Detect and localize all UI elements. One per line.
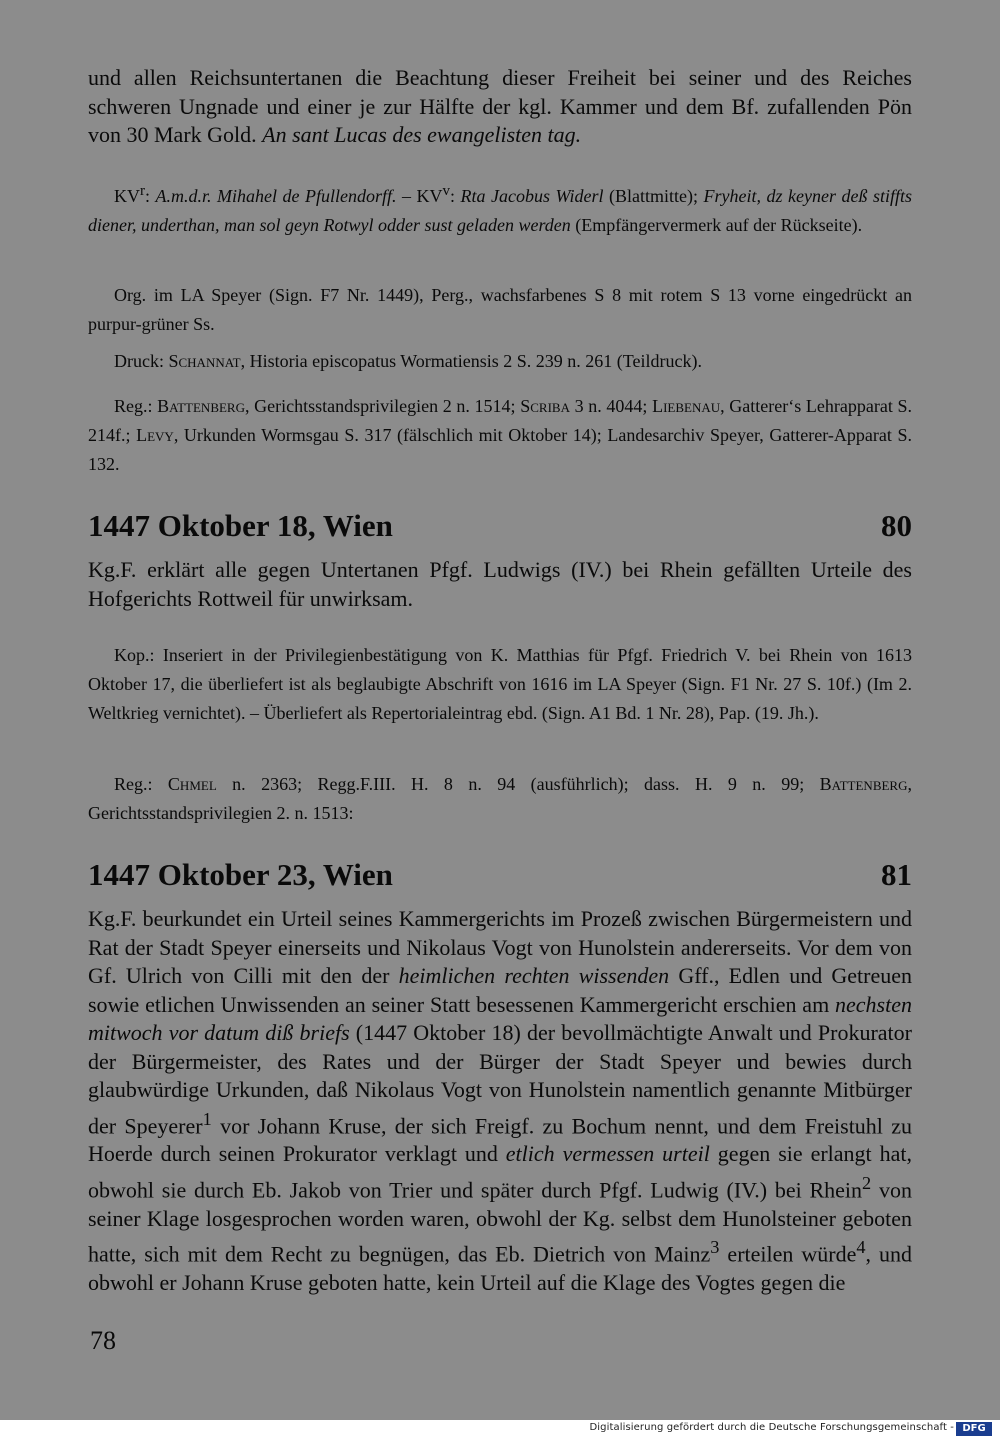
kv-label-2: – KV bbox=[396, 186, 443, 206]
kv-recto-italic: A.m.d.r. Mihahel de Pfullendorff. bbox=[155, 186, 397, 206]
entry-81-text-6: von seiner Klage losgesprochen worden waren, obwohl der Kg. selbst dem Hunolsteiner geboten hatte, sich mit dem Recht zu begnügen, das Eb. Dietrich von Mainz bbox=[88, 1177, 913, 1267]
opening-date-italic: An sant Lucas des ewangelisten tag. bbox=[262, 122, 582, 147]
footnote-ref-4: 4 bbox=[856, 1237, 866, 1258]
kv-note: (Blattmitte); bbox=[603, 186, 704, 206]
entry-81-text-1: Kg.F. beurkundet ein Urteil seines Kammergerichts im Prozeß zwischen Bürgermeistern und Rat der Stadt Speyer einerseits und Nikolaus Vogt von Hunolstein andererseits. Vor dem von Gf. Ulrich von Cilli mit den der bbox=[88, 906, 912, 988]
entry-80-number: 80 bbox=[881, 508, 912, 543]
opening-text: und allen Reichsuntertanen die Beachtung dieser Freiheit bei seiner und des Reiches schweren Ungnade und einer je zur Hälfte der kgl. Kammer und dem Bf. zufallenden Pön von 30 Mark Gold. bbox=[88, 65, 912, 147]
reg-text-2: 3 n. 4044; bbox=[569, 396, 653, 416]
reg-author-2: Scriba bbox=[520, 396, 570, 416]
entry-80-reg-label: Reg.: bbox=[114, 774, 168, 794]
entry-80-reg bbox=[88, 770, 912, 828]
footnote-ref-1: 1 bbox=[202, 1108, 212, 1129]
reg-text-1: , Gerichtsstandsprivilegien 2 n. 1514; bbox=[245, 396, 521, 416]
entry-80-kop: Kop.: Inseriert in der Privilegienbestätigung von K. Matthias für Pfgf. Friedrich V. bei Rhein von 1613 Oktober 17, die überliefert ist als beglaubigte Abschrift von 1616 im LA Speyer (Sign. F1 Nr. 27 S. 10f.) (Im 2. Weltkrieg vernichtet). – Überliefert als Repertorialeintrag ebd. (Sign. A1 Bd. 1 Nr. 28), Pap. (19. Jh.). bbox=[88, 645, 912, 723]
kv-sep-2: : bbox=[450, 186, 461, 206]
entry-81-quote-1: heimlichen rechten wissenden bbox=[398, 963, 670, 988]
footer-bar bbox=[0, 1420, 1000, 1439]
entry-80-date-place: 1447 Oktober 18, Wien bbox=[88, 508, 393, 543]
kv-sep: : bbox=[145, 186, 156, 206]
entry-80-summary: Kg.F. erklärt alle gegen Untertanen Pfgf. Ludwigs (IV.) bei Rhein gefällten Urteile des Hofgerichts Rottweil für unwirksam. bbox=[88, 557, 912, 611]
reg-author-3: Liebenau bbox=[652, 396, 721, 416]
reg-author-4: Levy bbox=[136, 425, 174, 445]
reg-text-3: , Gatterer‘s Lehrapparat S. 214f.; bbox=[88, 396, 912, 445]
reg-paragraph bbox=[88, 392, 912, 479]
entry-80-heading bbox=[88, 508, 912, 544]
entry-81-text-5: gegen sie erlangt hat, obwohl sie durch Eb. Jakob von Trier und später durch Pfgf. Ludwig (IV.) bei Rhein bbox=[88, 1141, 912, 1203]
kv-sup-v: v bbox=[442, 183, 451, 199]
entry-80-reg-author-1: Chmel bbox=[167, 774, 217, 794]
entry-81-text-2: Gff., Edlen und Getreuen sowie etlichen Unwissenden an seiner Statt besessenen Kammergericht erschien am bbox=[88, 963, 913, 1017]
entry-81-quote-3: etlich vermessen urteil bbox=[505, 1141, 710, 1167]
kv-endorsement-italic: Fryheit, dz keyner deß stiffts diener, underthan, man sol geyn Rotwyl odder sust geladen werden bbox=[88, 186, 913, 235]
kv-sup-r: r bbox=[140, 183, 145, 199]
entry-81-text-4: vor Johann Kruse, der sich Freigf. zu Bochum nennt, und dem Freistuhl zu Hoerde durch seinen Prokurator verklagt und bbox=[88, 1112, 913, 1167]
page-number: 78 bbox=[90, 1326, 116, 1355]
druck-label: Druck: bbox=[114, 351, 169, 371]
druck-text: , Historia episcopatus Wormatiensis 2 S. 239 n. 261 (Teildruck). bbox=[240, 351, 702, 371]
entry-80-reg-author-2: Battenberg bbox=[819, 774, 908, 794]
reg-text-4: , Urkunden Wormsgau S. 317 (fälschlich mit Oktober 14); Landesarchiv Speyer, Gatterer-Apparat S. 132. bbox=[88, 425, 912, 474]
reg-label: Reg.: bbox=[114, 396, 158, 416]
footnote-ref-2: 2 bbox=[862, 1172, 872, 1193]
entry-81-heading bbox=[88, 857, 912, 893]
entry-80-reg-text-2: , Gerichtsstandsprivilegien 2. n. 1513: bbox=[88, 774, 912, 823]
entry-81-text-8: , und obwohl er Johann Kruse geboten hatte, kein Urteil auf die Klage des Vogtes gegen die bbox=[88, 1241, 912, 1295]
dfg-logo: DFG bbox=[956, 1422, 992, 1436]
entry-81-text bbox=[88, 905, 912, 1297]
entry-81-text-3: (1447 Oktober 18) der bevollmächtigte Anwalt und Prokurator der Bürgermeister, des Rates und der Bürger der Stadt Speyer und bewies durch glaubwürdige Urkunden, daß Nikolaus Vogt von Hunolstein namentlich genannte Mitbürger der Speyerer bbox=[88, 1020, 912, 1138]
entry-80-reg-text-1: n. 2363; Regg.F.III. H. 8 n. 94 (ausführlich); dass. H. 9 n. 99; bbox=[216, 774, 820, 794]
kv-note-2: (Empfängervermerk auf der Rückseite). bbox=[570, 215, 863, 235]
druck-paragraph bbox=[88, 347, 912, 376]
opening-paragraph bbox=[88, 64, 912, 150]
entry-81-number: 81 bbox=[881, 857, 912, 892]
org-paragraph: Org. im LA Speyer (Sign. F7 Nr. 1449), Perg., wachsfarbenes S 8 mit rotem S 13 vorne eingedrückt an purpur-grüner Ss. bbox=[88, 285, 912, 334]
footer-credit: Digitalisierung gefördert durch die Deutsche Forschungsgemeinschaft - bbox=[589, 1422, 954, 1433]
kv-verso-italic: Rta Jacobus Widerl bbox=[460, 186, 604, 206]
entry-81-text-7: erteilen würde bbox=[719, 1241, 857, 1267]
druck-author: Schannat bbox=[168, 351, 241, 371]
footnote-ref-3: 3 bbox=[710, 1237, 720, 1258]
entry-81-quote-2: nechsten mitwoch vor datum diß briefs bbox=[88, 991, 912, 1045]
kv-paragraph bbox=[88, 177, 912, 240]
reg-author-1: Battenberg bbox=[157, 396, 245, 416]
entry-81-date-place: 1447 Oktober 23, Wien bbox=[88, 857, 393, 892]
kv-label: KV bbox=[114, 186, 140, 206]
